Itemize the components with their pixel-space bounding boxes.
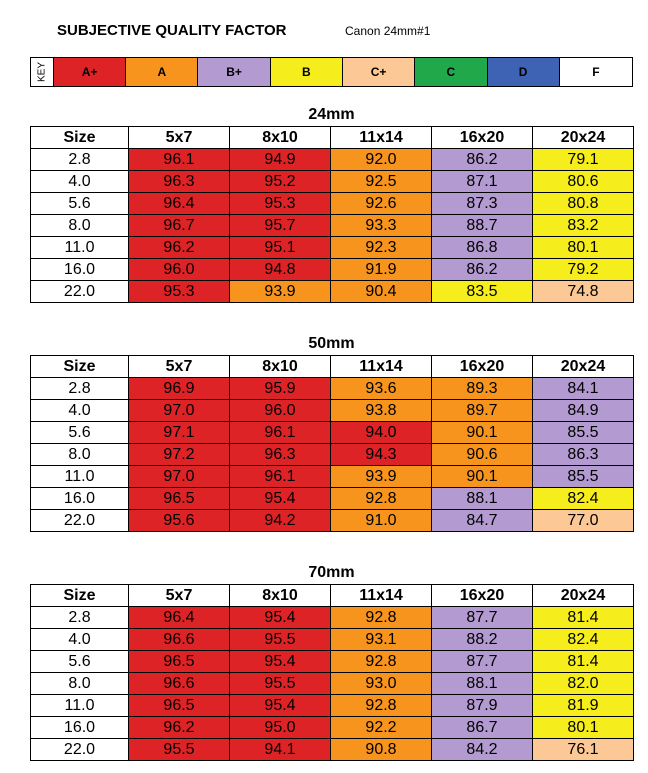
column-header: 8x10 — [230, 356, 331, 378]
quality-value-cell: 95.6 — [129, 510, 230, 532]
column-header: 16x20 — [432, 127, 533, 149]
quality-value-cell: 94.8 — [230, 259, 331, 281]
quality-value-cell: 96.0 — [129, 259, 230, 281]
quality-value-cell: 81.4 — [533, 651, 634, 673]
column-header: 5x7 — [129, 585, 230, 607]
quality-value-cell: 90.1 — [432, 422, 533, 444]
aperture-cell: 8.0 — [31, 444, 129, 466]
quality-value-cell: 79.2 — [533, 259, 634, 281]
aperture-cell: 5.6 — [31, 193, 129, 215]
quality-value-cell: 96.4 — [129, 193, 230, 215]
quality-value-cell: 90.8 — [331, 739, 432, 761]
quality-value-cell: 93.9 — [331, 466, 432, 488]
quality-value-cell: 83.2 — [533, 215, 634, 237]
key-grade-c: C — [415, 58, 487, 86]
column-header: 8x10 — [230, 127, 331, 149]
table-row — [31, 422, 634, 444]
column-header: Size — [31, 127, 129, 149]
quality-value-cell: 82.4 — [533, 629, 634, 651]
quality-value-cell: 88.1 — [432, 673, 533, 695]
quality-value-cell: 95.3 — [230, 193, 331, 215]
quality-value-cell: 95.5 — [129, 739, 230, 761]
column-header: 20x24 — [533, 127, 634, 149]
key-grade-b-plus: B+ — [198, 58, 270, 86]
quality-value-cell: 96.1 — [230, 466, 331, 488]
quality-value-cell: 89.3 — [432, 378, 533, 400]
quality-value-cell: 97.0 — [129, 466, 230, 488]
aperture-cell: 11.0 — [31, 466, 129, 488]
quality-value-cell: 80.8 — [533, 193, 634, 215]
quality-value-cell: 96.1 — [129, 149, 230, 171]
quality-value-cell: 88.2 — [432, 629, 533, 651]
quality-value-cell: 87.3 — [432, 193, 533, 215]
aperture-cell: 4.0 — [31, 629, 129, 651]
quality-value-cell: 96.2 — [129, 717, 230, 739]
key-grade-f: F — [560, 58, 632, 86]
quality-value-cell: 92.2 — [331, 717, 432, 739]
header-row — [31, 585, 634, 607]
aperture-cell: 11.0 — [31, 237, 129, 259]
quality-value-cell: 96.1 — [230, 422, 331, 444]
aperture-cell: 2.8 — [31, 607, 129, 629]
quality-value-cell: 93.6 — [331, 378, 432, 400]
quality-table-24mm — [30, 126, 634, 303]
quality-value-cell: 86.3 — [533, 444, 634, 466]
key-grade-a: A — [126, 58, 198, 86]
quality-value-cell: 74.8 — [533, 281, 634, 303]
aperture-cell: 2.8 — [31, 378, 129, 400]
aperture-cell: 8.0 — [31, 215, 129, 237]
table-row — [31, 378, 634, 400]
quality-value-cell: 95.3 — [129, 281, 230, 303]
quality-value-cell: 92.5 — [331, 171, 432, 193]
quality-value-cell: 87.9 — [432, 695, 533, 717]
quality-value-cell: 95.4 — [230, 695, 331, 717]
quality-value-cell: 96.5 — [129, 695, 230, 717]
section-title-50mm: 50mm — [308, 335, 355, 352]
quality-value-cell: 85.5 — [533, 422, 634, 444]
table-row — [31, 444, 634, 466]
quality-value-cell: 92.0 — [331, 149, 432, 171]
quality-value-cell: 87.7 — [432, 651, 533, 673]
quality-value-cell: 88.7 — [432, 215, 533, 237]
section-title-24mm: 24mm — [308, 106, 355, 123]
quality-value-cell: 82.0 — [533, 673, 634, 695]
quality-value-cell: 86.8 — [432, 237, 533, 259]
column-header: 20x24 — [533, 356, 634, 378]
quality-value-cell: 79.1 — [533, 149, 634, 171]
quality-value-cell: 95.1 — [230, 237, 331, 259]
table-row — [31, 171, 634, 193]
key-grade-b: B — [271, 58, 343, 86]
quality-value-cell: 95.7 — [230, 215, 331, 237]
page-title: SUBJECTIVE QUALITY FACTOR — [57, 22, 287, 39]
quality-value-cell: 97.0 — [129, 400, 230, 422]
quality-value-cell: 84.2 — [432, 739, 533, 761]
quality-value-cell: 83.5 — [432, 281, 533, 303]
quality-value-cell: 85.5 — [533, 466, 634, 488]
key-grade-a-plus: A+ — [54, 58, 126, 86]
quality-value-cell: 92.8 — [331, 488, 432, 510]
table-row — [31, 488, 634, 510]
quality-value-cell: 86.2 — [432, 149, 533, 171]
aperture-cell: 4.0 — [31, 400, 129, 422]
quality-table-50mm — [30, 355, 634, 532]
quality-value-cell: 93.0 — [331, 673, 432, 695]
quality-value-cell: 80.1 — [533, 237, 634, 259]
aperture-cell: 5.6 — [31, 651, 129, 673]
table-row — [31, 237, 634, 259]
table-row — [31, 510, 634, 532]
table-row — [31, 466, 634, 488]
quality-value-cell: 95.4 — [230, 488, 331, 510]
table-row — [31, 259, 634, 281]
aperture-cell: 11.0 — [31, 695, 129, 717]
quality-value-cell: 96.3 — [129, 171, 230, 193]
quality-value-cell: 82.4 — [533, 488, 634, 510]
quality-value-cell: 92.8 — [331, 651, 432, 673]
quality-value-cell: 93.1 — [331, 629, 432, 651]
table-row — [31, 629, 634, 651]
column-header: 11x14 — [331, 585, 432, 607]
quality-value-cell: 81.9 — [533, 695, 634, 717]
column-header: 11x14 — [331, 127, 432, 149]
quality-value-cell: 91.9 — [331, 259, 432, 281]
table-row — [31, 651, 634, 673]
quality-value-cell: 92.6 — [331, 193, 432, 215]
quality-value-cell: 87.7 — [432, 607, 533, 629]
table-row — [31, 695, 634, 717]
column-header: 5x7 — [129, 356, 230, 378]
quality-value-cell: 94.9 — [230, 149, 331, 171]
table-row — [31, 281, 634, 303]
table-row — [31, 400, 634, 422]
quality-value-cell: 96.5 — [129, 651, 230, 673]
quality-value-cell: 76.1 — [533, 739, 634, 761]
quality-value-cell: 86.2 — [432, 259, 533, 281]
quality-value-cell: 95.0 — [230, 717, 331, 739]
lens-name: Canon 24mm#1 — [345, 24, 431, 38]
aperture-cell: 4.0 — [31, 171, 129, 193]
aperture-cell: 5.6 — [31, 422, 129, 444]
quality-value-cell: 89.7 — [432, 400, 533, 422]
table-row — [31, 149, 634, 171]
column-header: 5x7 — [129, 127, 230, 149]
quality-value-cell: 92.8 — [331, 695, 432, 717]
quality-value-cell: 93.3 — [331, 215, 432, 237]
quality-value-cell: 94.2 — [230, 510, 331, 532]
column-header: 20x24 — [533, 585, 634, 607]
quality-value-cell: 96.6 — [129, 673, 230, 695]
quality-table-70mm — [30, 584, 634, 761]
quality-value-cell: 95.2 — [230, 171, 331, 193]
header-row — [31, 356, 634, 378]
aperture-cell: 22.0 — [31, 510, 129, 532]
quality-value-cell: 88.1 — [432, 488, 533, 510]
quality-value-cell: 80.6 — [533, 171, 634, 193]
quality-value-cell: 94.1 — [230, 739, 331, 761]
quality-value-cell: 93.9 — [230, 281, 331, 303]
quality-value-cell: 81.4 — [533, 607, 634, 629]
quality-value-cell: 92.3 — [331, 237, 432, 259]
header-row — [31, 127, 634, 149]
quality-value-cell: 92.8 — [331, 607, 432, 629]
quality-value-cell: 86.7 — [432, 717, 533, 739]
quality-value-cell: 96.4 — [129, 607, 230, 629]
quality-value-cell: 80.1 — [533, 717, 634, 739]
quality-value-cell: 95.5 — [230, 673, 331, 695]
quality-value-cell: 84.9 — [533, 400, 634, 422]
quality-value-cell: 90.6 — [432, 444, 533, 466]
key-grade-c-plus: C+ — [343, 58, 415, 86]
quality-value-cell: 95.4 — [230, 607, 331, 629]
column-header: 8x10 — [230, 585, 331, 607]
quality-value-cell: 97.1 — [129, 422, 230, 444]
aperture-cell: 16.0 — [31, 488, 129, 510]
quality-value-cell: 90.4 — [331, 281, 432, 303]
quality-value-cell: 95.9 — [230, 378, 331, 400]
table-row — [31, 193, 634, 215]
quality-value-cell: 84.1 — [533, 378, 634, 400]
section-title-70mm: 70mm — [308, 564, 355, 581]
quality-value-cell: 91.0 — [331, 510, 432, 532]
key-label: KEY — [31, 58, 54, 86]
column-header: 16x20 — [432, 356, 533, 378]
aperture-cell: 22.0 — [31, 281, 129, 303]
quality-value-cell: 87.1 — [432, 171, 533, 193]
quality-value-cell: 77.0 — [533, 510, 634, 532]
quality-value-cell: 95.5 — [230, 629, 331, 651]
quality-value-cell: 96.9 — [129, 378, 230, 400]
quality-value-cell: 96.6 — [129, 629, 230, 651]
quality-value-cell: 90.1 — [432, 466, 533, 488]
quality-value-cell: 94.0 — [331, 422, 432, 444]
quality-value-cell: 94.3 — [331, 444, 432, 466]
aperture-cell: 16.0 — [31, 717, 129, 739]
table-row — [31, 673, 634, 695]
aperture-cell: 22.0 — [31, 739, 129, 761]
quality-value-cell: 96.7 — [129, 215, 230, 237]
column-header: Size — [31, 356, 129, 378]
column-header: 11x14 — [331, 356, 432, 378]
aperture-cell: 16.0 — [31, 259, 129, 281]
column-header: 16x20 — [432, 585, 533, 607]
header — [57, 22, 617, 42]
quality-value-cell: 96.2 — [129, 237, 230, 259]
table-row — [31, 607, 634, 629]
aperture-cell: 2.8 — [31, 149, 129, 171]
grade-key — [30, 57, 633, 87]
table-row — [31, 215, 634, 237]
quality-value-cell: 97.2 — [129, 444, 230, 466]
key-grade-d: D — [488, 58, 560, 86]
quality-value-cell: 93.8 — [331, 400, 432, 422]
column-header: Size — [31, 585, 129, 607]
table-row — [31, 739, 634, 761]
quality-value-cell: 95.4 — [230, 651, 331, 673]
quality-value-cell: 96.0 — [230, 400, 331, 422]
aperture-cell: 8.0 — [31, 673, 129, 695]
quality-value-cell: 84.7 — [432, 510, 533, 532]
table-row — [31, 717, 634, 739]
quality-value-cell: 96.5 — [129, 488, 230, 510]
quality-value-cell: 96.3 — [230, 444, 331, 466]
